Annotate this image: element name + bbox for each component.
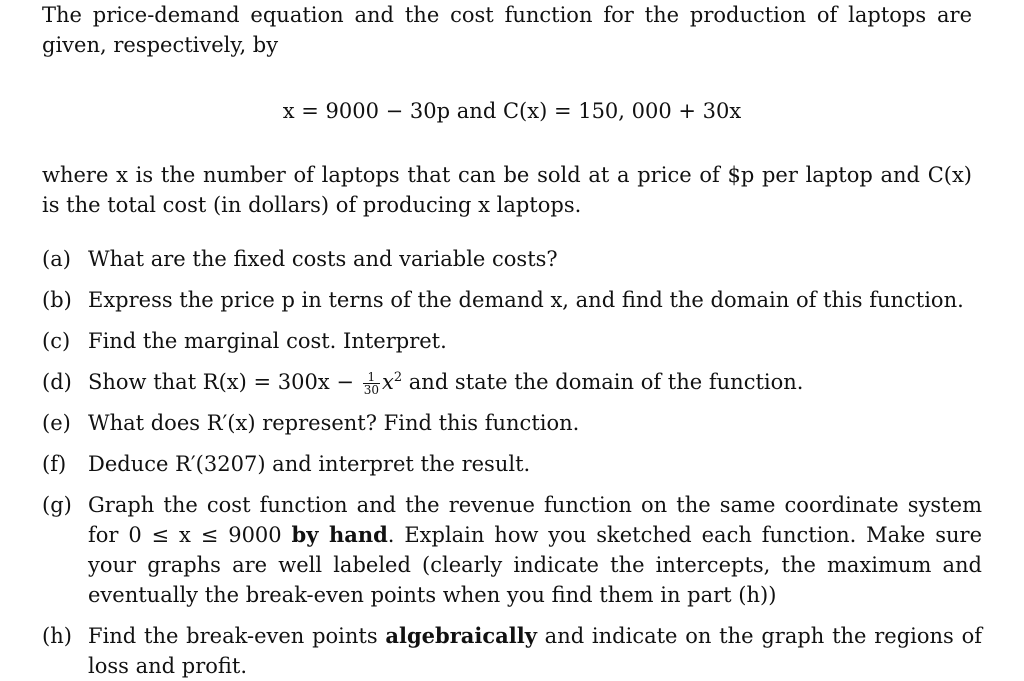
fraction-denominator: 30 <box>363 383 379 397</box>
equation-connector: and <box>456 99 497 123</box>
part-g-pre: Graph the cost function and the revenue function on the same coordinate system for 0 ≤ x ≤ 9000 <box>88 493 982 547</box>
part-h-pre: Find the break-even points <box>88 624 386 648</box>
variable-definitions: where x is the number of laptops that can be sold at a price of $p per laptop and C(x) is the total cost (in dollars) of producing x laptops. <box>42 163 972 217</box>
part-text <box>88 490 982 610</box>
part-text <box>88 621 982 681</box>
part-b <box>42 285 982 315</box>
part-e <box>42 408 982 438</box>
part-text: What are the fixed costs and variable costs? <box>88 247 558 271</box>
part-text: What does R′(x) represent? Find this function. <box>88 411 580 435</box>
part-label: (h) <box>42 624 72 648</box>
part-text <box>88 367 982 397</box>
question-parts <box>42 244 982 681</box>
revenue-equation-lhs: Show that R(x) = 300x − <box>88 370 354 394</box>
part-label: (a) <box>42 247 71 271</box>
part-text: Express the price p in terns of the demand x, and find the domain of this function. <box>88 288 964 312</box>
part-d <box>42 367 982 397</box>
part-label: (c) <box>42 329 71 353</box>
given-equations <box>42 96 982 126</box>
part-text: Find the marginal cost. Interpret. <box>88 329 447 353</box>
part-label: (f) <box>42 452 67 476</box>
part-f <box>42 449 982 479</box>
part-a <box>42 244 982 274</box>
part-g <box>42 490 982 610</box>
fraction <box>363 371 380 396</box>
price-demand-equation: x = 9000 − 30p <box>282 99 451 123</box>
part-c <box>42 326 982 356</box>
part-label: (e) <box>42 411 71 435</box>
cost-function-equation: C(x) = 150, 000 + 30x <box>502 99 742 123</box>
part-h-emphasis: algebraically <box>385 623 537 648</box>
intro-paragraph: The price-demand equation and the cost function for the production of laptops are given, respectively, by <box>42 3 972 57</box>
part-d-rest: and state the domain of the function. <box>402 370 804 394</box>
part-label: (b) <box>42 288 72 312</box>
part-g-post: . Explain how you sketched each function. Make sure your graphs are well labeled (clearly indicate the intercepts, the maximum and eventually the break-even points when you find them in part (h)) <box>88 523 982 607</box>
part-text: Deduce R′(3207) and interpret the result. <box>88 452 531 476</box>
exponent: 2 <box>393 370 403 385</box>
part-h <box>42 621 982 681</box>
part-h-post: and indicate on the graph the regions of loss and profit. <box>88 624 982 678</box>
part-label: (d) <box>42 370 72 394</box>
part-g-emphasis: by hand <box>291 522 388 547</box>
part-label: (g) <box>42 493 72 517</box>
variable-x: x <box>381 370 394 394</box>
fraction-numerator: 1 <box>363 371 380 384</box>
